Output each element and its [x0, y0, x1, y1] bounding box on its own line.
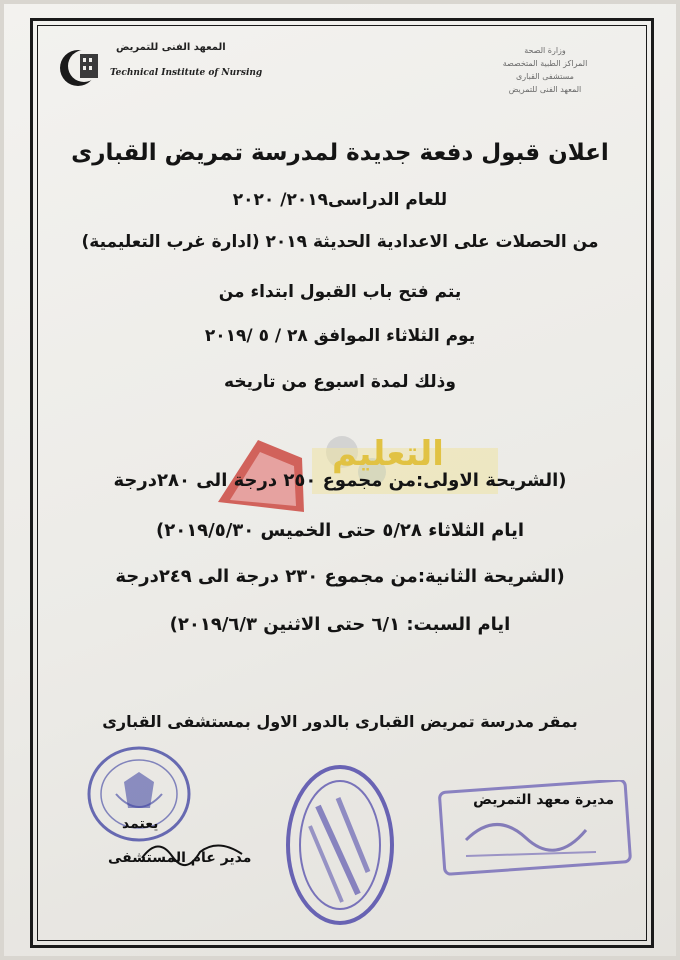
opening-line: يتم فتح باب القبول ابتداء من	[218, 282, 462, 302]
academic-year: للعام الدراسى٢٠١٩/ ٢٠٢٠	[232, 190, 448, 210]
tier2-range: (الشريحة الثانية:من مجموع ٢٣٠ درجة الى ٢٤٩درجة	[115, 566, 565, 587]
signature-scribble-icon	[138, 832, 248, 872]
header-line: مستشفى القبارى	[516, 72, 574, 81]
announcement-title: اعلان قبول دفعة جديدة لمدرسة تمريض القبارى	[71, 140, 609, 166]
logo-arabic-name: المعهد الفنى للتمريض	[116, 42, 226, 53]
crescent-logo-icon	[56, 40, 116, 96]
logo-english-name: Technical Institute of Nursing	[110, 68, 263, 78]
tier1-range: (الشريحة الاولى:من مجموع ٢٥٠ درجة الى ٢٨٠درجة	[113, 470, 567, 491]
institute-logo	[56, 40, 263, 96]
tier1-days: ايام الثلاثاء ٥/٢٨ حتى الخميس ٢٠١٩/٥/٣٠)	[155, 520, 524, 541]
tier2-days: ايام السبت: ٦/١ حتى الاثنين ٢٠١٩/٦/٣)	[169, 614, 511, 635]
eligibility-line: من الحصلات على الاعدادية الحديثة ٢٠١٩ (ادارة غرب التعليمية)	[81, 232, 599, 252]
approve-label: يعتمد	[122, 816, 159, 832]
header-line: المعهد الفنى للتمريض	[508, 85, 582, 94]
duration-line: وذلك لمدة اسبوع من تاريخه	[224, 372, 456, 392]
institute-director-signature	[473, 792, 614, 808]
header-line: المراكز الطبية المتخصصة	[502, 59, 588, 68]
ministry-header	[470, 44, 620, 96]
hospital-director-label: مدير عام المستشفى	[108, 850, 252, 866]
institute-director-label: مديرة معهد التمريض	[473, 792, 614, 808]
nursing-school-oval-stamp-icon	[282, 762, 398, 928]
site-watermark	[212, 422, 502, 514]
start-date-line: يوم الثلاثاء الموافق ٢٨ / ٥ /٢٠١٩	[204, 326, 476, 346]
header-line: وزارة الصحة	[524, 46, 566, 55]
location-line: بمقر مدرسة تمريض القبارى بالدور الاول بمستشفى القبارى	[102, 712, 578, 731]
watermark-text: التعليم	[332, 434, 444, 474]
